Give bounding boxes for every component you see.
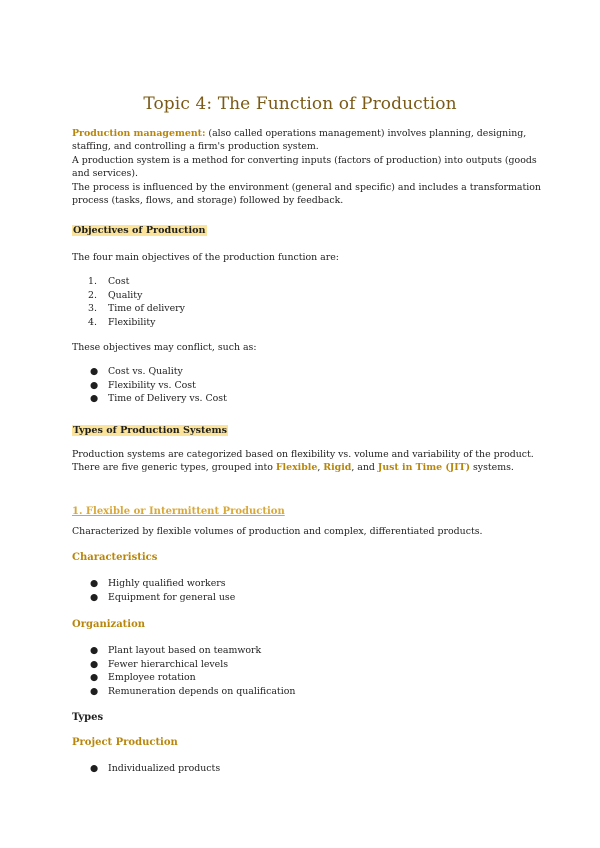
intro-p2: A production system is a method for converting inputs (factors of production) into outputs (goods and services). <box>72 154 537 180</box>
list-item: ● Time of Delivery vs. Cost <box>90 393 227 405</box>
flexible-desc: Characterized by flexible volumes of production and complex, differentiated products. <box>72 526 483 537</box>
characteristics-heading: Characteristics <box>72 552 158 563</box>
intro-term: Production management: <box>72 128 206 139</box>
list-item: ● Individualized products <box>90 763 221 774</box>
list-item: ● Fewer hierarchical levels <box>90 658 229 670</box>
organization-list <box>72 644 295 698</box>
list-item: ● Cost vs. Quality <box>90 366 183 377</box>
list-item: 2. Quality <box>88 289 143 301</box>
list-item: ● Highly qualified workers <box>90 578 226 589</box>
list-item: 4. Flexibility <box>88 316 156 328</box>
intro-paragraph <box>72 127 542 207</box>
types-subheading: Types <box>72 712 104 723</box>
flexible-section-heading: 1. Flexible or Intermittent Production <box>72 506 285 517</box>
list-item: 3. Time of delivery <box>88 303 185 315</box>
rigid-term: Rigid <box>323 462 352 474</box>
conflict-lead: These objectives may conflict, such as: <box>72 342 257 353</box>
project-production-heading: Project Production <box>72 737 178 748</box>
types-paragraph: Production systems are categorized based on flexibility vs. volume and variability of the product. There are five generic types, grouped into Flexible, Rigid, and Just in Time (JIT) systems. <box>72 449 534 474</box>
organization-heading: Organization <box>72 619 146 630</box>
types-heading: Types of Production Systems <box>73 425 228 436</box>
jit-term: Just in Time (JIT) <box>377 462 471 474</box>
list-item: ● Flexibility vs. Cost <box>90 379 196 391</box>
intro-p1: (also called operations management) involves planning, designing, staffing, and controlling a firm's production system. <box>72 128 527 153</box>
list-item: ● Plant layout based on teamwork <box>90 645 262 656</box>
list-item: 1. Cost <box>88 276 130 287</box>
intro-p3: The process is influenced by the environment (general and specific) and includes a transformation process (tasks, flows, and storage) followed by feedback. <box>72 181 541 207</box>
flexible-term: Flexible <box>275 462 318 474</box>
project-list <box>72 762 220 776</box>
objectives-lead: The four main objectives of the production function are: <box>72 252 339 263</box>
objectives-list <box>72 275 185 329</box>
list-item: ● Equipment for general use <box>90 591 236 603</box>
list-item: ● Remuneration depends on qualification <box>90 685 296 697</box>
list-item: ● Employee rotation <box>90 672 196 684</box>
objectives-heading: Objectives of Production <box>73 225 206 236</box>
conflicts-list <box>72 365 227 406</box>
page-title: Topic 4: The Function of Production <box>143 94 457 114</box>
characteristics-list <box>72 577 235 604</box>
